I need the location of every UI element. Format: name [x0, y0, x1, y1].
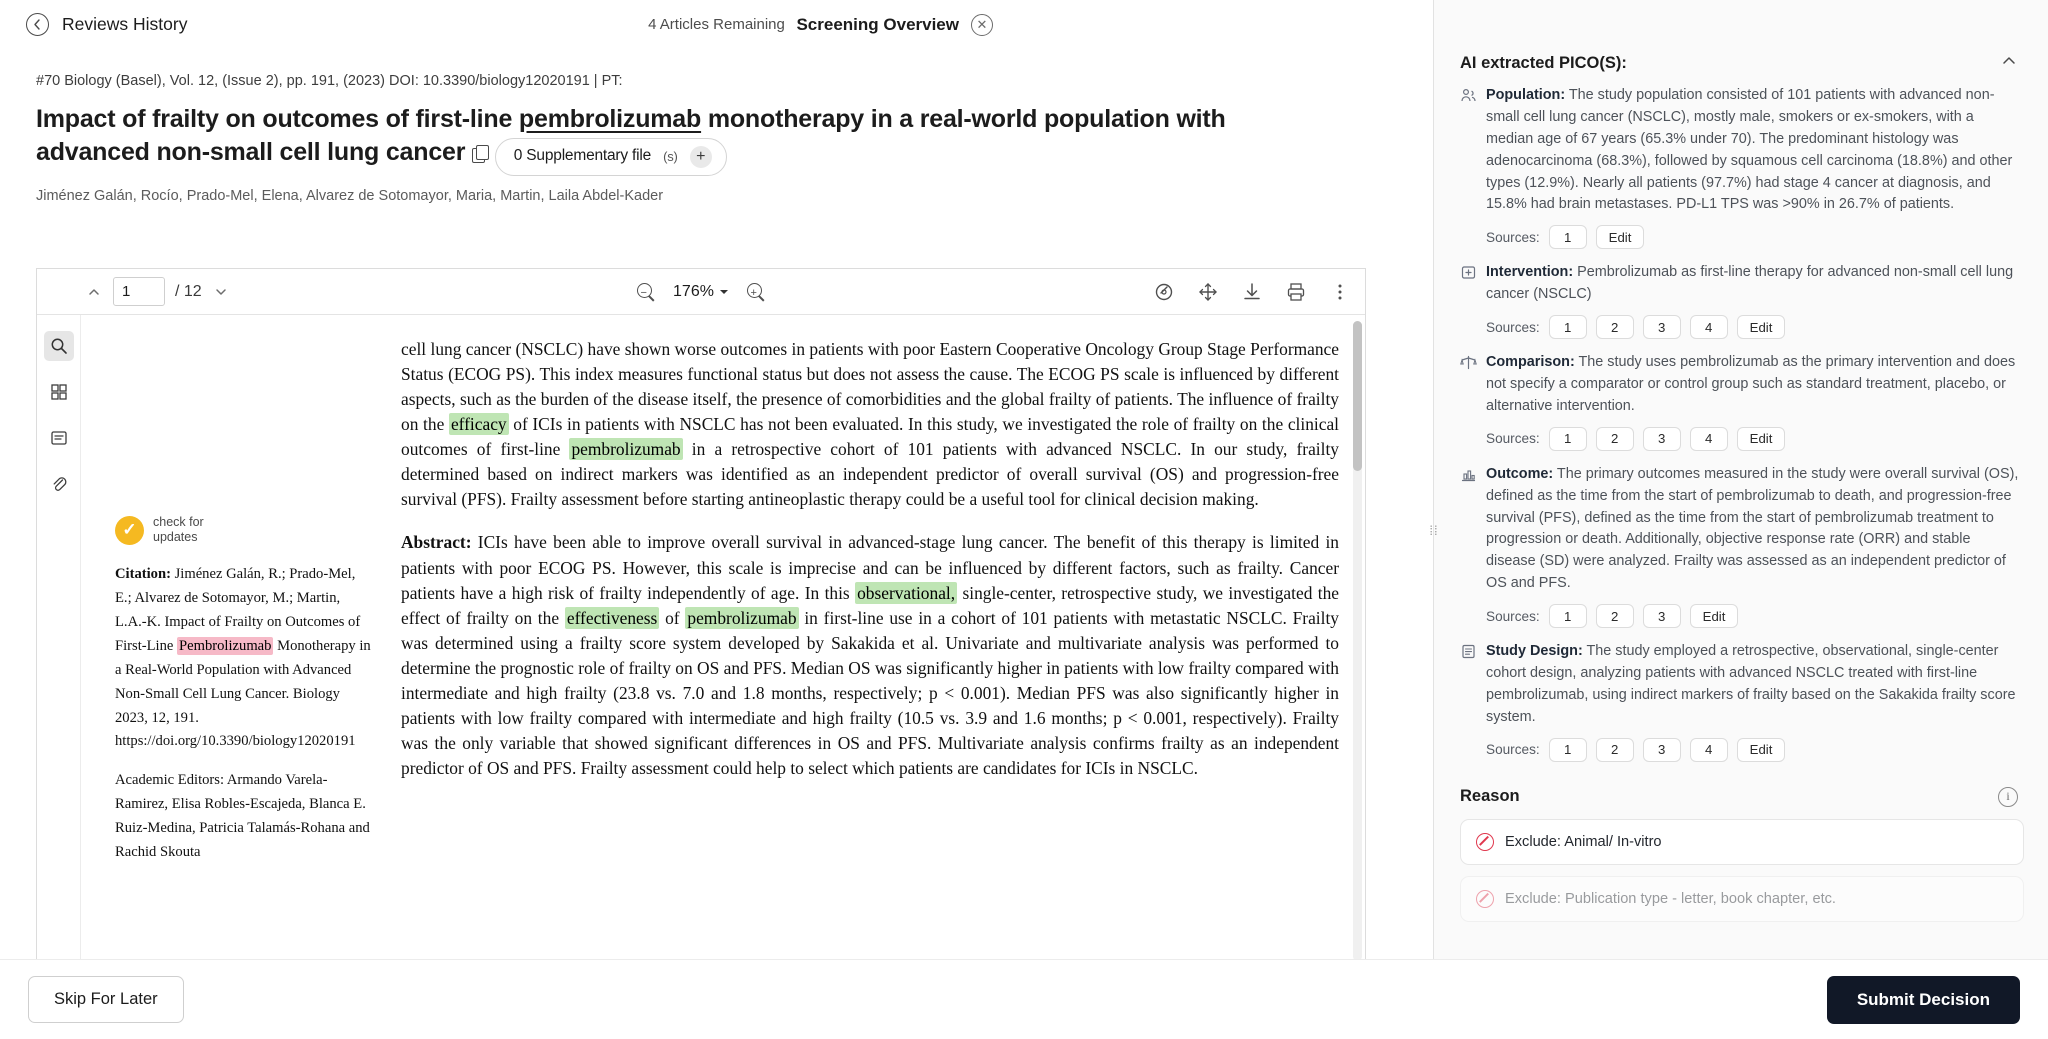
- pico-intervention-text: [1460, 262, 2024, 306]
- back-label: Reviews History: [62, 14, 188, 34]
- source-chip[interactable]: 1: [1549, 427, 1587, 451]
- highlight-efficacy: efficacy: [450, 414, 507, 435]
- pico-header: [1460, 0, 2024, 85]
- outcome-icon: [1460, 466, 1477, 483]
- pico-heading: AI extracted PICO(S):: [1460, 54, 1627, 72]
- study-design-icon: [1460, 643, 1477, 660]
- supplementary-count-label: 0 Supplementary file: [513, 147, 652, 165]
- pico-population-sources: [1486, 225, 2024, 249]
- source-chip[interactable]: 2: [1596, 315, 1634, 339]
- source-chip[interactable]: 3: [1643, 738, 1681, 762]
- chevron-up-icon[interactable]: [83, 281, 105, 303]
- pico-intervention-label: Intervention:: [1486, 264, 1574, 281]
- title-highlight-term: pembrolizumab: [518, 105, 702, 133]
- source-chip[interactable]: 3: [1643, 604, 1681, 628]
- sources-label: Sources:: [1486, 431, 1540, 447]
- info-icon[interactable]: i: [1998, 787, 2018, 807]
- source-chip[interactable]: 4: [1690, 427, 1728, 451]
- pdf-search-icon[interactable]: [44, 331, 74, 361]
- pdf-citation-paragraph: [115, 563, 373, 754]
- pdf-outline-icon[interactable]: [44, 423, 74, 453]
- pico-population-label: Population:: [1486, 87, 1566, 103]
- pico-comparison-text: [1460, 352, 2024, 418]
- highlight-effectiveness: effectiveness: [566, 607, 658, 628]
- p2-b: single-center, retrospective study, we investigated the effect of frailty on the: [401, 582, 1340, 628]
- title-part-1: Impact of frailty on outcomes of first-line: [36, 105, 519, 133]
- back-to-reviews-history-button[interactable]: [26, 13, 187, 36]
- source-chip[interactable]: 3: [1643, 315, 1681, 339]
- pico-panel: [1434, 0, 2048, 1039]
- edit-button[interactable]: Edit: [1690, 604, 1739, 628]
- source-chip[interactable]: 3: [1643, 427, 1681, 451]
- pico-outcome-sources: [1486, 604, 2024, 628]
- source-chip[interactable]: 1: [1549, 738, 1587, 762]
- intervention-icon: [1460, 264, 1477, 281]
- pico-intervention-body: [1486, 262, 2024, 306]
- source-chip[interactable]: 2: [1596, 738, 1634, 762]
- zoom-in-icon[interactable]: +: [745, 281, 767, 303]
- check-for-updates-badge: [115, 515, 373, 545]
- download-icon[interactable]: [1241, 281, 1263, 303]
- p2-c: of: [659, 607, 686, 628]
- pico-population-text: [1460, 85, 2024, 216]
- article-meta: #70 Biology (Basel), Vol. 12, (Issue 2), pp. 191, (2023) DOI: 10.3390/biology12020191 | PT:: [36, 73, 623, 89]
- source-chip[interactable]: 2: [1596, 427, 1634, 451]
- close-icon[interactable]: ✕: [971, 14, 993, 36]
- pico-item-comparison: [1460, 352, 2024, 451]
- pico-study-design-label: Study Design:: [1486, 643, 1583, 660]
- skip-for-later-button[interactable]: Skip For Later: [28, 976, 184, 1023]
- source-chip[interactable]: 4: [1690, 315, 1728, 339]
- pico-intervention-sources: [1486, 315, 2024, 339]
- exclude-icon: [1476, 890, 1494, 908]
- edit-button[interactable]: Edit: [1737, 315, 1786, 339]
- citation-text-b: Monotherapy in a Real-World Population with Advanced Non-Small Cell Lung Cancer. Biology 2023, 12, 191. https://doi.org/10.3390/biology12020191: [115, 637, 371, 750]
- reason-option-label: Exclude: Animal/ In-vitro: [1505, 833, 1662, 850]
- pdf-right-column: [401, 337, 1339, 968]
- more-options-icon[interactable]: [1329, 281, 1351, 303]
- source-chip[interactable]: 2: [1596, 604, 1634, 628]
- pico-study-design-text: [1460, 641, 2024, 729]
- pico-comparison-body: [1486, 352, 2024, 418]
- sources-label: Sources:: [1486, 742, 1540, 758]
- pico-study-design-body: [1486, 641, 2024, 729]
- exclude-icon: [1476, 833, 1494, 851]
- p1-a: cell lung cancer (NSCLC) have shown worse outcomes in patients with poor Eastern Cooperative Oncology Group Stage Performance Status (ECOG PS). This index measures functional status but does not assess the cause. The ECOG PS scale is influenced by different aspects, such as the burden of the disease itself, the presence of comorbidities and the global frailty of patients. The influence of frailty on the: [401, 339, 1339, 435]
- pico-item-intervention: [1460, 262, 2024, 339]
- pico-comparison-value: The study uses pembrolizumab as the primary intervention and does not specify a comparator or control group such as standard treatment, placebo, or alternative intervention.: [1486, 354, 2016, 414]
- supplementary-files-button[interactable]: [495, 138, 727, 176]
- pdf-viewer: [36, 268, 1366, 968]
- sources-label: Sources:: [1486, 229, 1540, 245]
- submit-decision-button[interactable]: Submit Decision: [1827, 976, 2020, 1024]
- check-for-updates-label: [153, 515, 204, 545]
- p1-c: in a retrospective cohort of 101 patients with advanced NSCLC. In our study, frailty determined based on indirect markers was identified as an independent predictor of overall survival (OS) and progression-free survival (PFS). Frailty assessment before starting antineoplastic therapy could be a useful tool for clinical decision making.: [401, 439, 1339, 510]
- p1-b: of ICIs in patients with NSCLC has not been evaluated. In this study, we investigated the role of frailty on the clinical outcomes of first-line: [401, 414, 1339, 460]
- pico-population-value: The study population consisted of 101 patients with advanced non-small cell lung cancer (NSCLC), mostly male, smokers or ex-smokers, with a median age of 67 years (65.3% under 70). The predominant histology was adenocarcinoma (68.3%), followed by squamous cell carcinoma (18.8%) and other types (12.9%). Nearly all patients (97.7%) had stage 4 cancer at diagnosis, and 15.8% had brain metastases. PD-L1 TPS was >90% in 26.7% of patients.: [1486, 87, 2013, 213]
- citation-text-a: Jiménez Galán, R.; Prado-Mel, E.; Alvarez de Sotomayor, M.; Martin, L.A.-K. Impact of Frailty on Outcomes of First-Line: [115, 566, 361, 654]
- pico-scroll-area: [1434, 0, 2048, 959]
- pico-population-body: [1486, 85, 2024, 216]
- pdf-simple-summary-paragraph: [401, 337, 1339, 512]
- screening-overview-button[interactable]: Screening Overview: [796, 14, 959, 34]
- article-authors: Jiménez Galán, Rocío, Prado-Mel, Elena, Alvarez de Sotomayor, Maria, Martin, Laila Abdel-Kader: [36, 187, 664, 204]
- highlight-pen-icon[interactable]: [1153, 281, 1175, 303]
- edit-button[interactable]: Edit: [1596, 225, 1645, 249]
- pdf-scrollbar[interactable]: [1353, 321, 1362, 961]
- print-icon[interactable]: [1285, 281, 1307, 303]
- chevron-up-icon-pico[interactable]: [2000, 52, 2018, 75]
- check-mark-icon: ✓: [115, 516, 144, 545]
- highlight-pembrolizumab-1: pembrolizumab: [571, 439, 681, 460]
- copy-icon[interactable]: [472, 145, 488, 163]
- sources-label: Sources:: [1486, 319, 1540, 335]
- people-icon: [1460, 87, 1477, 104]
- pdf-toolbar: [37, 269, 1365, 315]
- source-chip[interactable]: 1: [1549, 225, 1587, 249]
- pdf-tools: [1153, 281, 1351, 303]
- citation-highlight: Pembrolizumab: [179, 637, 272, 654]
- abstract-label: Abstract:: [401, 532, 472, 553]
- plus-icon[interactable]: +: [690, 146, 712, 168]
- pdf-body: [37, 315, 1365, 968]
- chevron-down-icon[interactable]: [210, 281, 232, 303]
- screening-overview-group: [796, 14, 993, 36]
- pdf-editors-paragraph: Academic Editors: Armando Varela-Ramirez, Elisa Robles-Escajeda, Blanca E. Ruiz-Medina, Patricia Talamás-Rohana and Rachid Skouta: [115, 772, 370, 861]
- pico-comparison-sources: [1486, 427, 2024, 451]
- zoom-out-icon[interactable]: −: [635, 281, 657, 303]
- reason-option-animal-invitro[interactable]: [1460, 819, 2024, 865]
- reason-option-publication-type[interactable]: [1460, 876, 2024, 922]
- edit-button[interactable]: Edit: [1737, 738, 1786, 762]
- zoom-level-dropdown[interactable]: [673, 283, 729, 301]
- reason-header: [1460, 775, 2024, 819]
- arrow-left-icon: [26, 13, 49, 36]
- pdf-attachments-icon[interactable]: [44, 469, 74, 499]
- pico-intervention-value: Pembrolizumab as first-line therapy for advanced non-small cell lung cancer (NSCLC): [1486, 264, 2014, 303]
- zoom-level-label: 176%: [673, 282, 714, 300]
- pico-outcome-value: The primary outcomes measured in the study were overall survival (OS), defined as the time from the start of pembrolizumab to death, and progression-free survival (PFS), defined as the time from the start of pembrolizumab treatment to progression or death. Additionally, objective response rate (ORR) and stable disease (SD) were analyzed. Frailty was assessed as an independent predictor of OS and PFS.: [1486, 465, 2019, 592]
- pdf-sidebar-tools: [37, 315, 81, 968]
- page-number-input[interactable]: [113, 277, 165, 306]
- source-chip[interactable]: 4: [1690, 738, 1728, 762]
- pico-outcome-body: [1486, 464, 2024, 595]
- p2-a: ICIs have been able to improve overall survival in advanced-stage lung cancer. The benefit of this therapy is limited in patients with poor ECOG PS. However, this scale is imprecise and can be influenced by different factors, such as frailty. Cancer patients have a high risk of frailty independently of age. In this: [401, 532, 1339, 603]
- top-bar: [0, 0, 1433, 49]
- pico-outcome-text: [1460, 464, 2024, 595]
- articles-remaining-status: 4 Articles Remaining: [648, 16, 785, 33]
- highlight-pembrolizumab-2: pembrolizumab: [687, 607, 797, 628]
- p2-d: in first-line use in a cohort of 101 patients with metastatic NSCLC. Frailty was determined using a frailty score system developed by Sakakida et al. Univariate and multivariate analysis was performed to determine the prognostic role of frailty on OS and PFS. Median OS was significantly higher in patients with low frailty compared with intermediate and high frailty (23.8 vs. 7.0 and 1.8 months, respectively; p < 0.001). Median PFS was also significantly higher in patients with low frailty compared with intermediate and high frailty (10.5 vs. 3.9 and 1.6 months; p < 0.001, respectively). Frailty was the only variable that showed significant differences in OS and PFS. Multivariate analysis confirms frailty as an independent predictor of OS and PFS. Frailty assessment could help to select which patients are candidates for ICIs in NSCLC.: [401, 607, 1340, 778]
- pdf-left-column: [115, 337, 373, 968]
- source-chip[interactable]: 1: [1549, 315, 1587, 339]
- sources-label: Sources:: [1486, 608, 1540, 624]
- pane-resize-handle[interactable]: ⁞⁞: [1429, 522, 1439, 538]
- page-title: [0, 89, 1350, 176]
- pdf-abstract-paragraph: [401, 530, 1339, 781]
- pdf-thumbnails-icon[interactable]: [44, 377, 74, 407]
- pico-study-design-sources: [1486, 738, 2024, 762]
- decision-footer: [0, 959, 2048, 1039]
- pico-study-design-value: The study employed a retrospective, observational, single-center cohort design, analyzing patients with advanced NSCLC treated with first-line pembrolizumab, using indirect markers of frailty based on the Sakakida frailty score system.: [1486, 643, 2016, 725]
- page-total-label: / 12: [175, 282, 202, 300]
- comparison-icon: [1460, 354, 1477, 371]
- edit-button[interactable]: Edit: [1737, 427, 1786, 451]
- pico-item-outcome: [1460, 464, 2024, 628]
- pico-item-population: [1460, 85, 2024, 249]
- pdf-page-nav: [37, 277, 232, 306]
- cfu-line-2: updates: [153, 530, 198, 544]
- reason-heading: Reason: [1460, 787, 1520, 806]
- pdf-scrollbar-thumb[interactable]: [1353, 321, 1362, 471]
- pdf-page-content[interactable]: [81, 315, 1365, 968]
- pico-item-study-design: [1460, 641, 2024, 762]
- title-part-2: monotherapy in a real-world population with advanced non-small cell lung cancer: [36, 105, 1226, 167]
- citation-label: Citation:: [115, 566, 171, 582]
- cfu-line-1: check for: [153, 515, 204, 529]
- reason-option-label: Exclude: Publication type - letter, book chapter, etc.: [1505, 890, 1836, 907]
- supplementary-suffix: (s): [663, 148, 678, 164]
- pico-comparison-label: Comparison:: [1486, 354, 1575, 371]
- fit-page-icon[interactable]: [1197, 281, 1219, 303]
- source-chip[interactable]: 1: [1549, 604, 1587, 628]
- pico-outcome-label: Outcome:: [1486, 465, 1554, 482]
- highlight-observational: observational,: [857, 582, 956, 603]
